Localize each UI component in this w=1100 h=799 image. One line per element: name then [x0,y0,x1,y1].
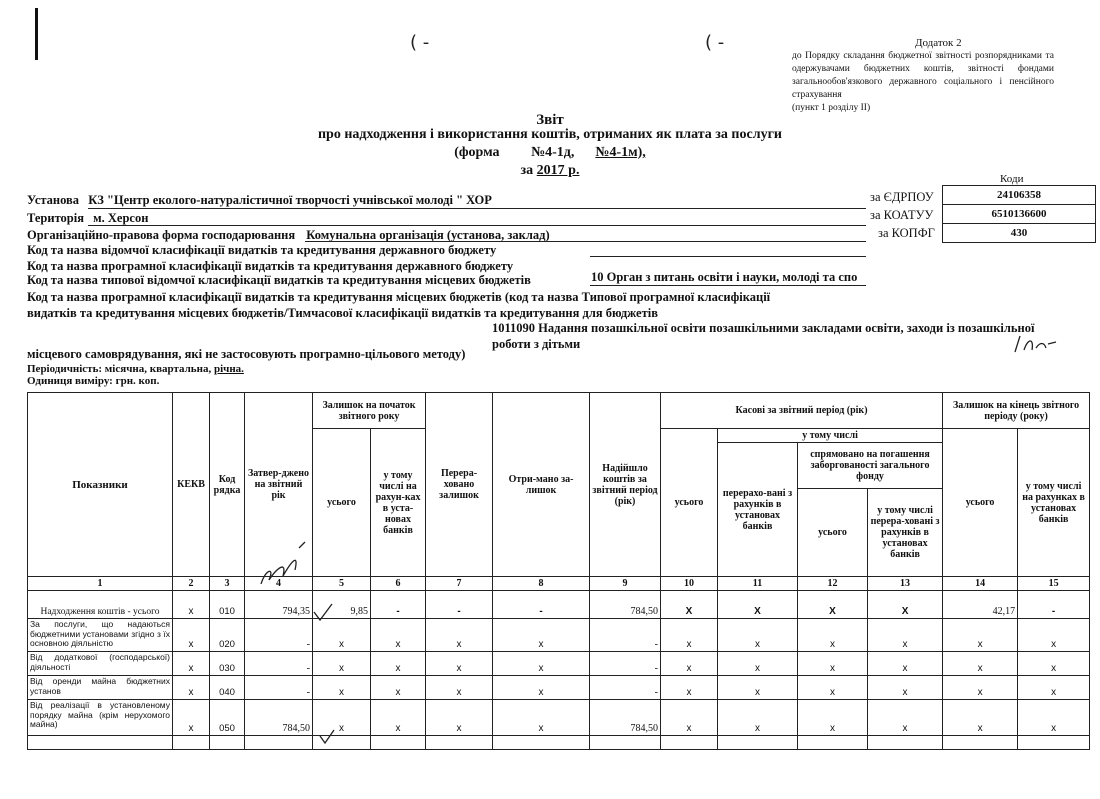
handwritten-mark [1010,330,1060,358]
empty-cell [371,736,426,750]
mark-cell: х [943,619,1018,652]
mark-cell: х [661,652,718,676]
empty-cell [210,736,245,750]
periodicity-value: річна. [213,363,244,375]
empty-cell [173,736,210,750]
scan-mark-right: ( ‑ [705,32,725,53]
mark-cell: х [313,652,371,676]
unit-label: Одиниця виміру: грн. коп. [27,375,160,387]
row-label: Від додаткової (господарської) діяльності [28,652,173,676]
territory-row [27,211,148,226]
mark-cell: х [426,700,493,736]
value-cell: 784,50 [245,700,313,736]
margin-mark [35,8,38,60]
mark-cell: - [1018,591,1090,619]
header-end-total: усього [943,429,1018,577]
header-cash-total: усього [661,429,718,577]
empty-cell [313,736,371,750]
col-num: 9 [590,577,661,591]
report-title: Звіт [536,112,564,128]
institution-underline [88,208,866,209]
form-prefix: (форма [454,145,500,160]
mark-cell: Х [718,591,798,619]
prog-code-label: Код та назва програмної класифікації видатків та кредитування державного бюджету [27,259,514,273]
report-subtitle: про надходження і використання коштів, отриманих як плата за послуги [317,127,782,142]
org-form-underline [305,241,866,242]
table-row-partial [28,736,1090,750]
org-form-label: Організаційно-правова форма господарювання [27,228,296,242]
mark-cell: х [718,652,798,676]
mark-cell: х [718,700,798,736]
mark-cell: х [868,700,943,736]
col-num: 11 [718,577,798,591]
mark-cell: х [426,619,493,652]
empty-cell [28,736,173,750]
col-num: 10 [661,577,718,591]
typical-dept-row [27,273,531,288]
header-indicators: Показники [28,393,173,577]
mark-cell: х [313,700,371,736]
territory-label: Територія [27,211,84,225]
mark-cell: х [868,652,943,676]
mark-cell: х [718,619,798,652]
empty-cell [590,736,661,750]
empty-cell [798,736,868,750]
mark-cell: х [798,652,868,676]
institution-value: КЗ "Центр еколого-натуралістичної творчості учнівської молоді " ХОР [88,193,492,207]
typical-dept-label: Код та назва типової відомчої класифікації видатків та кредитування місцевих бюджетів [27,273,531,287]
mark-cell: х [371,700,426,736]
year-prefix: за [520,163,534,178]
kekv-cell: х [173,591,210,619]
mark-cell: х [798,676,868,700]
edrpou-label: за ЄДРПОУ [870,190,934,204]
row-code-cell: 030 [210,652,245,676]
mark-cell: х [313,619,371,652]
mark-cell: х [661,700,718,736]
institution-row [27,193,492,208]
mark-cell: х [943,676,1018,700]
row-label: Від реалізації в установленому порядку майна (крім нерухомого майна) [28,700,173,736]
value-cell: 794,35 [245,591,313,619]
empty-cell [245,736,313,750]
header-balance-start: Залишок на початок звітного року [313,393,426,429]
header-debt-total: усього [798,489,868,577]
value-cell: 9,85 [313,591,371,619]
empty-cell [868,736,943,750]
table-row [28,591,1090,619]
dept-code-label: Код та назва відомчої класифікації видатків та кредитування державного бюджету [27,243,497,257]
row-code-cell: 050 [210,700,245,736]
col-num: 2 [173,577,210,591]
report-form [0,145,1100,161]
kekv-cell: х [173,676,210,700]
kekv-cell: х [173,619,210,652]
mark-cell: х [943,700,1018,736]
mark-cell: х [798,700,868,736]
mark-cell: х [1018,676,1090,700]
koatuu-code: 6510136600 [943,205,1095,224]
territory-value: м. Херсон [93,211,149,225]
typical-dept-underline [590,285,866,286]
mark-cell: - [371,591,426,619]
col-num: 13 [868,577,943,591]
value-cell: 784,50 [590,591,661,619]
value-cell: - [245,676,313,700]
col-num: 3 [210,577,245,591]
value-cell: - [590,619,661,652]
dept-code-underline [590,256,866,257]
table-row [28,700,1090,736]
value-cell: 784,50 [590,700,661,736]
mark-cell: х [943,652,1018,676]
annex-title: Додаток 2 [915,37,962,49]
mark-cell: х [371,619,426,652]
header-incl-transferred: у тому числі перера-ховані з рахунків в установах банків [868,489,943,577]
local-prog-value: 1011090 Надання позашкільної освіти позашкільними закладами освіти, заходи із позашкільної роботи з дітьми [492,321,1035,351]
kopfg-label: за КОПФГ [878,226,935,240]
header-incl: у тому числі [718,429,943,443]
header-transferred: Перера-ховано залишок [426,393,493,577]
table-row [28,676,1090,700]
mark-cell: х [313,676,371,700]
mark-cell: х [493,700,590,736]
local-prog-label-3: місцевого самоврядування, які не застосовують програмно-цільового методу) [27,347,466,361]
col-num: 6 [371,577,426,591]
scan-mark-left: ( ‑ [410,32,430,53]
empty-cell [493,736,590,750]
kekv-cell: х [173,652,210,676]
mark-cell: х [868,619,943,652]
koatuu-label: за КОАТУУ [870,208,934,222]
typical-dept-value: 10 Орган з питань освіти і науки, молоді та спо [591,270,858,284]
kopfg-code: 430 [943,224,1095,243]
report-year [0,163,1100,179]
org-form-value: Комунальна організація (установа, заклад) [306,228,550,242]
mark-cell: х [661,619,718,652]
col-num: 12 [798,577,868,591]
annex-text [792,50,1054,115]
annex-body: до Порядку складання бюджетної звітності розпорядниками та одержувачами бюджетних коштів, звітності фондами загальнообов'язкового державного соціального і пенсійного страхування [792,51,1054,100]
mark-cell: х [371,676,426,700]
edrpou-code: 24106358 [943,186,1095,205]
header-kekv: КЕКВ [173,393,210,577]
header-received-balance: Отри-мано за-лишок [493,393,590,577]
mark-cell: - [493,591,590,619]
kekv-cell: х [173,700,210,736]
value-cell: - [590,676,661,700]
header-received-funds: Надійшло коштів за звітний період (рік) [590,393,661,577]
row-label: За послуги, що надаються бюджетними установами згідно з їх основною діяльністю [28,619,173,652]
value-cell: - [245,619,313,652]
row-code-cell: 020 [210,619,245,652]
col-num: 4 [245,577,313,591]
mark-cell: х [493,619,590,652]
header-incl-bank: у тому числі на рахун-ках в уста-новах банків [371,429,426,577]
codes-box [942,185,1096,243]
annex-ref: (пункт 1 розділу II) [792,103,871,113]
col-num: 14 [943,577,1018,591]
value-cell: 42,17 [943,591,1018,619]
mark-cell: х [798,619,868,652]
territory-underline [88,225,866,226]
header-total: усього [313,429,371,577]
header-approved: Затвер-джено на звітний рік [245,393,313,577]
periodicity-label: Періодичність: місячна, квартальна, [27,363,212,375]
mark-cell: Х [798,591,868,619]
mark-cell: х [493,676,590,700]
table-row [28,652,1090,676]
col-num: 7 [426,577,493,591]
empty-cell [661,736,718,750]
form-a: №4-1д, [531,145,575,160]
institution-label: Установа [27,193,80,207]
empty-cell [1018,736,1090,750]
header-balance-end: Залишок на кінець звітного періоду (року) [943,393,1090,429]
header-debt-repay: спрямовано на погашення заборгованості загального фонду [798,443,943,489]
column-numbers-row [28,577,1090,591]
empty-cell [943,736,1018,750]
mark-cell: х [1018,700,1090,736]
header-row-code: Код рядка [210,393,245,577]
mark-cell: х [1018,652,1090,676]
mark-cell: х [426,652,493,676]
form-b: №4-1м), [595,145,646,160]
row-label: Надходження коштів - усього [28,591,173,619]
empty-cell [718,736,798,750]
table-row [28,619,1090,652]
mark-cell: Х [661,591,718,619]
local-prog-label-2: видатків та кредитування місцевих бюджетів/Тимчасової класифікації видатків та кредитування для бюджетів [27,306,658,320]
mark-cell: х [661,676,718,700]
row-label: Від оренди майна бюджетних установ [28,676,173,700]
col-num: 8 [493,577,590,591]
mark-cell: х [426,676,493,700]
header-cash: Касові за звітний період (рік) [661,393,943,429]
col-num: 5 [313,577,371,591]
mark-cell: - [426,591,493,619]
value-cell: - [245,652,313,676]
periodicity-row [27,363,244,375]
mark-cell: Х [868,591,943,619]
empty-cell [426,736,493,750]
report-table [27,392,1090,750]
header-end-incl-bank: у тому числі на рахунках в установах банків [1018,429,1090,577]
col-num: 1 [28,577,173,591]
row-code-cell: 040 [210,676,245,700]
row-code-cell: 010 [210,591,245,619]
header-transferred-accounts: перерахо-вані з рахунків в установах банків [718,443,798,577]
local-prog-label-1: Код та назва програмної класифікації видатків та кредитування місцевих бюджетів (код та назва Типової програмної класифікації [27,290,771,304]
mark-cell: х [718,676,798,700]
year-value: 2017 р. [536,163,580,178]
col-num: 15 [1018,577,1090,591]
value-cell: - [590,652,661,676]
codes-header: Коди [1000,173,1024,185]
mark-cell: х [493,652,590,676]
mark-cell: х [1018,619,1090,652]
table-body [28,591,1090,750]
mark-cell: х [371,652,426,676]
mark-cell: х [868,676,943,700]
